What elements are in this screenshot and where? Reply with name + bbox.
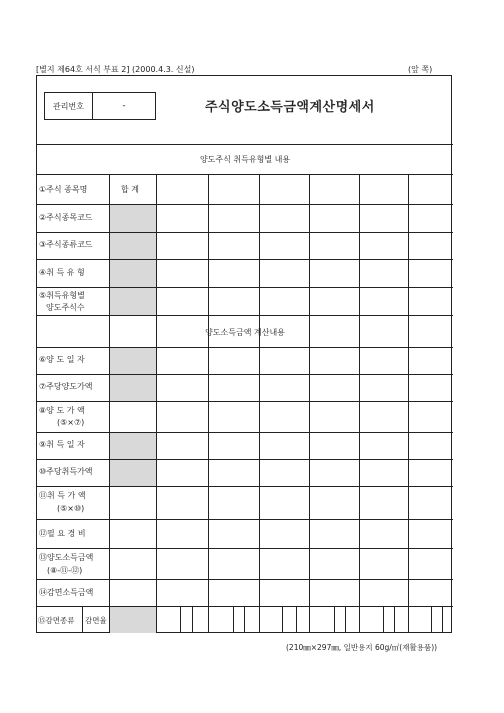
col-rule	[180, 606, 181, 633]
col-rule	[82, 606, 83, 633]
col-rule	[309, 174, 310, 633]
rule	[37, 579, 453, 580]
col-rule	[431, 606, 432, 633]
col-rule	[109, 606, 110, 633]
rule	[37, 519, 453, 520]
rule	[37, 432, 453, 433]
col-rule	[208, 174, 209, 633]
row-label-transfer-price-per-share: ⑦주당양도가액	[39, 382, 93, 391]
row-label-acquisition-date: ⑨취 득 일 자	[39, 440, 85, 449]
rule-below-title	[37, 144, 453, 145]
total-label: 합 계	[121, 185, 139, 194]
rule	[37, 232, 453, 233]
management-number-label: 관리번호	[45, 93, 93, 119]
row-label-shares-by-type: ⑤취득유형별	[39, 291, 85, 300]
row-label-stock-name: ①주식 종목명	[39, 185, 88, 194]
row-label-stock-type-code: ③주식종류코드	[39, 240, 93, 249]
col-rule	[383, 606, 384, 633]
col-rule	[359, 174, 360, 633]
col-rule	[442, 606, 443, 633]
col-rule	[345, 606, 346, 633]
row-label-acquisition-value-formula: (⑤×⑩)	[57, 504, 85, 513]
row-label-necessary-expenses: ⑫필 요 경 비	[39, 529, 86, 538]
rule	[37, 459, 453, 460]
row-label-transfer-income: ⑬양도소득금액	[39, 553, 94, 562]
row-label-transfer-value: ⑧양 도 가 액	[39, 406, 85, 415]
form-frame	[36, 75, 452, 633]
row-label-reduced-income: ⑭감면소득금액	[39, 588, 94, 597]
col-rule	[334, 606, 335, 633]
col-rule	[156, 174, 157, 633]
row-label-transfer-date: ⑥양 도 일 자	[39, 355, 85, 364]
row-label-stock-code: ②주식종목코드	[39, 213, 93, 222]
shaded-reduction-rate	[109, 606, 156, 633]
col-rule	[394, 606, 395, 633]
form-reference: [별지 제64호 서식 부표 2] (2000.4.3. 신설)	[36, 65, 195, 74]
col-rule	[109, 174, 110, 606]
row-label-shares-by-type-2: 양도주식수	[46, 303, 85, 312]
row-label-acquisition-type: ④취 득 유 형	[39, 268, 85, 277]
rule-below-section2	[37, 347, 453, 348]
col-rule	[282, 606, 283, 633]
paper-spec-footer: (210㎜×297㎜, 일반용지 60g/㎡(재활용품))	[286, 643, 438, 652]
page-side-label: (앞 쪽)	[408, 65, 433, 74]
col-rule	[233, 606, 234, 633]
row-label-acquisition-value: ⑪취 득 가 액	[39, 491, 86, 500]
col-rule	[296, 606, 297, 633]
col-rule	[244, 606, 245, 633]
col-rule	[408, 174, 409, 633]
rule	[37, 315, 453, 316]
row-label-transfer-income-formula: (⑧-⑪-⑫)	[47, 566, 83, 575]
rule	[37, 374, 453, 375]
row-label-transfer-value-formula: (⑤×⑦)	[57, 418, 85, 427]
section-heading-calculation: 양도소득금액 계산내용	[205, 328, 285, 337]
rule	[37, 486, 453, 487]
rule	[37, 606, 453, 607]
col-rule	[259, 174, 260, 633]
section-heading-acquisition: 양도주식 취득유형별 내용	[199, 155, 291, 164]
row-label-acquisition-price-per-share: ⑩주당취득가액	[39, 467, 93, 476]
management-number-value: -	[122, 101, 126, 111]
row-label-reduction-rate: 감면율	[85, 616, 107, 625]
rule	[37, 401, 453, 402]
rule	[37, 204, 453, 205]
rule	[37, 259, 453, 260]
row-label-reduction-type: ⑮감면종류	[38, 616, 75, 625]
rule-below-section1	[37, 174, 453, 175]
col-rule	[192, 606, 193, 633]
rule	[37, 548, 453, 549]
rule	[37, 287, 453, 288]
form-title: 주식양도소득금액계산명세서	[205, 100, 375, 115]
management-number-box	[44, 92, 156, 120]
